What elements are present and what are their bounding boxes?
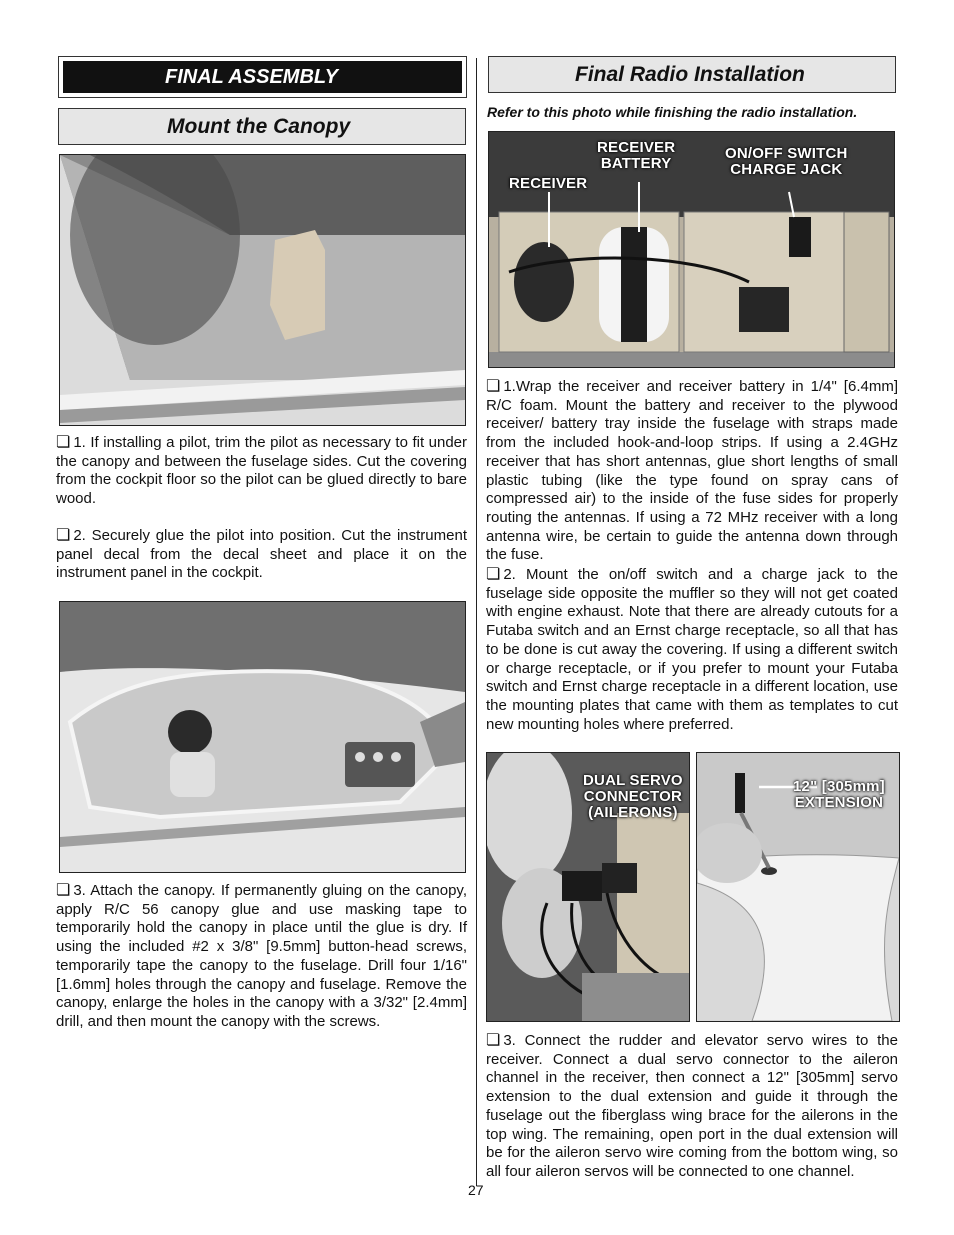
column-divider (476, 58, 477, 1186)
checkbox-icon[interactable]: ❏ (56, 527, 71, 544)
photo-canopy-pilot (59, 601, 466, 873)
photo-caption: Refer to this photo while finishing the radio installation. (487, 104, 858, 120)
step-2-left (56, 527, 467, 583)
step-1-right (486, 378, 898, 565)
step-3-right (486, 1032, 898, 1182)
label-dual-servo: DUAL SERVO CONNECTOR (AILERONS) (583, 772, 683, 821)
checkbox-icon[interactable]: ❏ (486, 378, 501, 395)
step-2-right-text: 2. Mount the on/off switch and a charge jack to the fuselage side opposite the muffler so they will not get coated with engine exhaust. Note that there are already cutouts for a Futaba switch and an Ernst charge receptacle, so all that has to be done is cut away the covering. If using a different switch or charge receptacle, or if you prefer to mount your Futaba switch and Ernst charge receptacle in a different location, use the mounting plates that came with them as templates to cut new mounting holes where preferred. (486, 566, 898, 733)
photo-extension (696, 752, 900, 1022)
step-3-left-text: 3. Attach the canopy. If permanently gluing on the canopy, apply R/C 56 canopy glue and use masking tape to temporarily hold the canopy in place until the glue is dry. If using the included #2 x 3/8" [9.5mm] button-head screws, temporarily tape the canopy to the fuselage. Drill four 1/16" [1.6mm] holes through the canopy and fuselage. Remove the canopy, enlarge the holes in the canopy with a 3/32" [2.4mm] drill, and then mount the canopy with the screws. (56, 882, 467, 1030)
checkbox-icon[interactable]: ❏ (486, 566, 501, 583)
page-number: 27 (468, 1182, 484, 1198)
photo-cockpit-floor (59, 154, 466, 426)
label-switch-jack: ON/OFF SWITCH CHARGE JACK (725, 145, 848, 178)
checkbox-icon[interactable]: ❏ (56, 434, 71, 451)
step-3-left (56, 882, 467, 1032)
checkbox-icon[interactable]: ❏ (56, 882, 71, 899)
step-1-left-text: 1. If installing a pilot, trim the pilot as necessary to fit under the canopy and between the fuselage sides. Cut the covering from the cockpit floor so the pilot can be glued directly to bare wood. (56, 434, 467, 508)
section-header-final-assembly (58, 56, 467, 98)
label-receiver-battery: RECEIVER BATTERY (597, 139, 676, 172)
section-header-text: FINAL ASSEMBLY (63, 61, 462, 93)
step-2-right (486, 566, 898, 734)
photo-radio-tray (488, 131, 895, 368)
photo-dual-servo (486, 752, 690, 1022)
step-1-right-text: 1.Wrap the receiver and receiver battery in 1/4" [6.4mm] R/C foam. Mount the battery and receiver to the plywood receiver/ battery tray inside the fuselage with straps made from the included hook-and-loop strips. If using a 2.4GHz receiver that has short antennas, glue short lengths of small plastic tubing (like the type found on spray cans of compressed air) to the inside of the fuse sides for properly routing the antennas. If using a 72 MHz receiver with a long antenna wire, be certain to guide the antenna down through the fuse. (486, 378, 898, 564)
sub-header-mount-canopy: Mount the Canopy (58, 108, 466, 145)
step-3-right-text: 3. Connect the rudder and elevator servo wires to the receiver. Connect a dual servo connector to the aileron channel in the receiver, then connect a 12" [305mm] servo extension to the dual extension and guide it through the fuselage out the fiberglass wing brace for the ailerons in the top wing. The remaining, open port in the dual extension will be for the aileron servo wire coming from the bottom wing, so all four aileron servos will be connected to one channel. (486, 1032, 898, 1180)
checkbox-icon[interactable]: ❏ (486, 1032, 501, 1049)
label-receiver: RECEIVER (509, 175, 588, 192)
step-2-left-text: 2. Securely glue the pilot into position. Cut the instrument panel decal from the decal sheet and place it on the instrument panel in the cockpit. (56, 527, 467, 582)
label-extension: 12" [305mm] EXTENSION (793, 778, 885, 811)
section-header-final-radio: Final Radio Installation (488, 56, 896, 93)
step-1-left (56, 434, 467, 509)
